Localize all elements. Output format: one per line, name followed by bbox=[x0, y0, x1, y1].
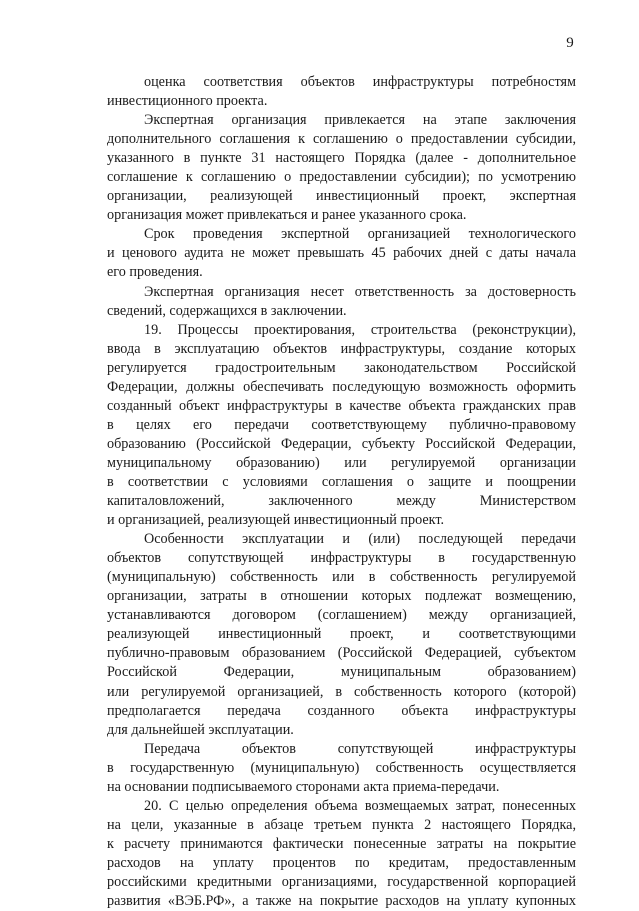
text-line: указанного в пункте 31 настоящего Порядка (далее - дополнительное bbox=[107, 150, 576, 167]
text-line: для дальнейшей эксплуатации. bbox=[107, 721, 294, 738]
text-line: ввода в эксплуатацию объектов инфраструктуры, создание которых bbox=[107, 340, 576, 357]
text-line: организации, затраты в отношении которых подлежат возмещению, bbox=[107, 588, 576, 605]
text-line: Экспертная организация привлекается на этапе заключения bbox=[144, 112, 576, 129]
text-line: образованию (Российской Федерации, субъекту Российской Федерации, bbox=[107, 435, 576, 452]
text-line: организация может привлекаться и ранее указанного срока. bbox=[107, 207, 467, 224]
text-line: Российской Федерации, муниципальным образованием) bbox=[107, 664, 576, 681]
text-line: или регулируемой организацией, в собственность которого (которой) bbox=[107, 683, 576, 700]
text-line: соглашение к соглашению о предоставлении субсидии); по усмотрению bbox=[107, 169, 576, 186]
page-number: 9 bbox=[566, 35, 574, 51]
text-line: созданный объект инфраструктуры в качестве объекта гражданских прав bbox=[107, 397, 576, 414]
text-line: (муниципальную) собственность или в собственность регулируемой bbox=[107, 569, 576, 586]
text-line: Передача объектов сопутствующей инфраструктуры bbox=[144, 740, 576, 757]
text-line: дополнительного соглашения к соглашению о предоставлении субсидии, bbox=[107, 131, 576, 148]
text-line: на цели, указанные в абзаце третьем пункта 2 настоящего Порядка, bbox=[107, 816, 576, 833]
text-line: Срок проведения экспертной организацией технологического bbox=[144, 226, 576, 243]
text-line: предполагается передача созданного объекта инфраструктуры bbox=[107, 702, 576, 719]
text-line: регулируется градостроительным законодательством Российской bbox=[107, 359, 576, 376]
text-line: муниципальному образованию) или регулируемой организации bbox=[107, 454, 576, 471]
text-line: расходов на уплату процентов по кредитам, предоставленным bbox=[107, 854, 576, 871]
text-line: сведений, содержащихся в заключении. bbox=[107, 302, 347, 319]
text-line: Особенности эксплуатации и (или) последующей передачи bbox=[144, 531, 576, 548]
text-line: к расчету принимаются фактически понесенные затраты на покрытие bbox=[107, 835, 576, 852]
text-line: в целях его передачи соответствующему публично-правовому bbox=[107, 416, 576, 433]
text-line: и организацией, реализующей инвестиционный проект. bbox=[107, 512, 445, 529]
text-line: 19. Процессы проектирования, строительства (реконструкции), bbox=[144, 321, 576, 338]
text-line: устанавливаются договором (соглашением) между организацией, bbox=[107, 607, 576, 624]
text-line: инвестиционного проекта. bbox=[107, 93, 268, 110]
text-line: 20. С целью определения объема возмещаемых затрат, понесенных bbox=[144, 797, 576, 814]
text-line: капиталовложений, заключенного между Министерством bbox=[107, 493, 576, 510]
text-line: Федерации, должны обеспечивать последующую возможность оформить bbox=[107, 378, 576, 395]
text-line: объектов сопутствующей инфраструктуры в государственную bbox=[107, 550, 576, 567]
document-body bbox=[107, 73, 576, 911]
text-line: организации, реализующей инвестиционный проект, экспертная bbox=[107, 188, 576, 205]
text-line: развития «ВЭБ.РФ», а также на покрытие расходов на уплату купонных bbox=[107, 893, 576, 910]
text-line: на основании подписываемого сторонами акта приема-передачи. bbox=[107, 778, 500, 795]
text-line: российскими кредитными организациями, государственной корпорацией bbox=[107, 873, 576, 890]
text-line: в соответствии с условиями соглашения о защите и поощрении bbox=[107, 473, 576, 490]
text-line: публично-правовым образованием (Российской Федерацией, субъектом bbox=[107, 645, 576, 662]
text-line: в государственную (муниципальную) собственность осуществляется bbox=[107, 759, 576, 776]
text-line: Экспертная организация несет ответственность за достоверность bbox=[144, 283, 576, 300]
text-line: реализующей инвестиционный проект, и соответствующими bbox=[107, 626, 576, 643]
text-line: его проведения. bbox=[107, 264, 203, 281]
text-line: и ценового аудита не может превышать 45 рабочих дней с даты начала bbox=[107, 245, 576, 262]
text-line: оценка соответствия объектов инфраструктуры потребностям bbox=[144, 74, 576, 90]
